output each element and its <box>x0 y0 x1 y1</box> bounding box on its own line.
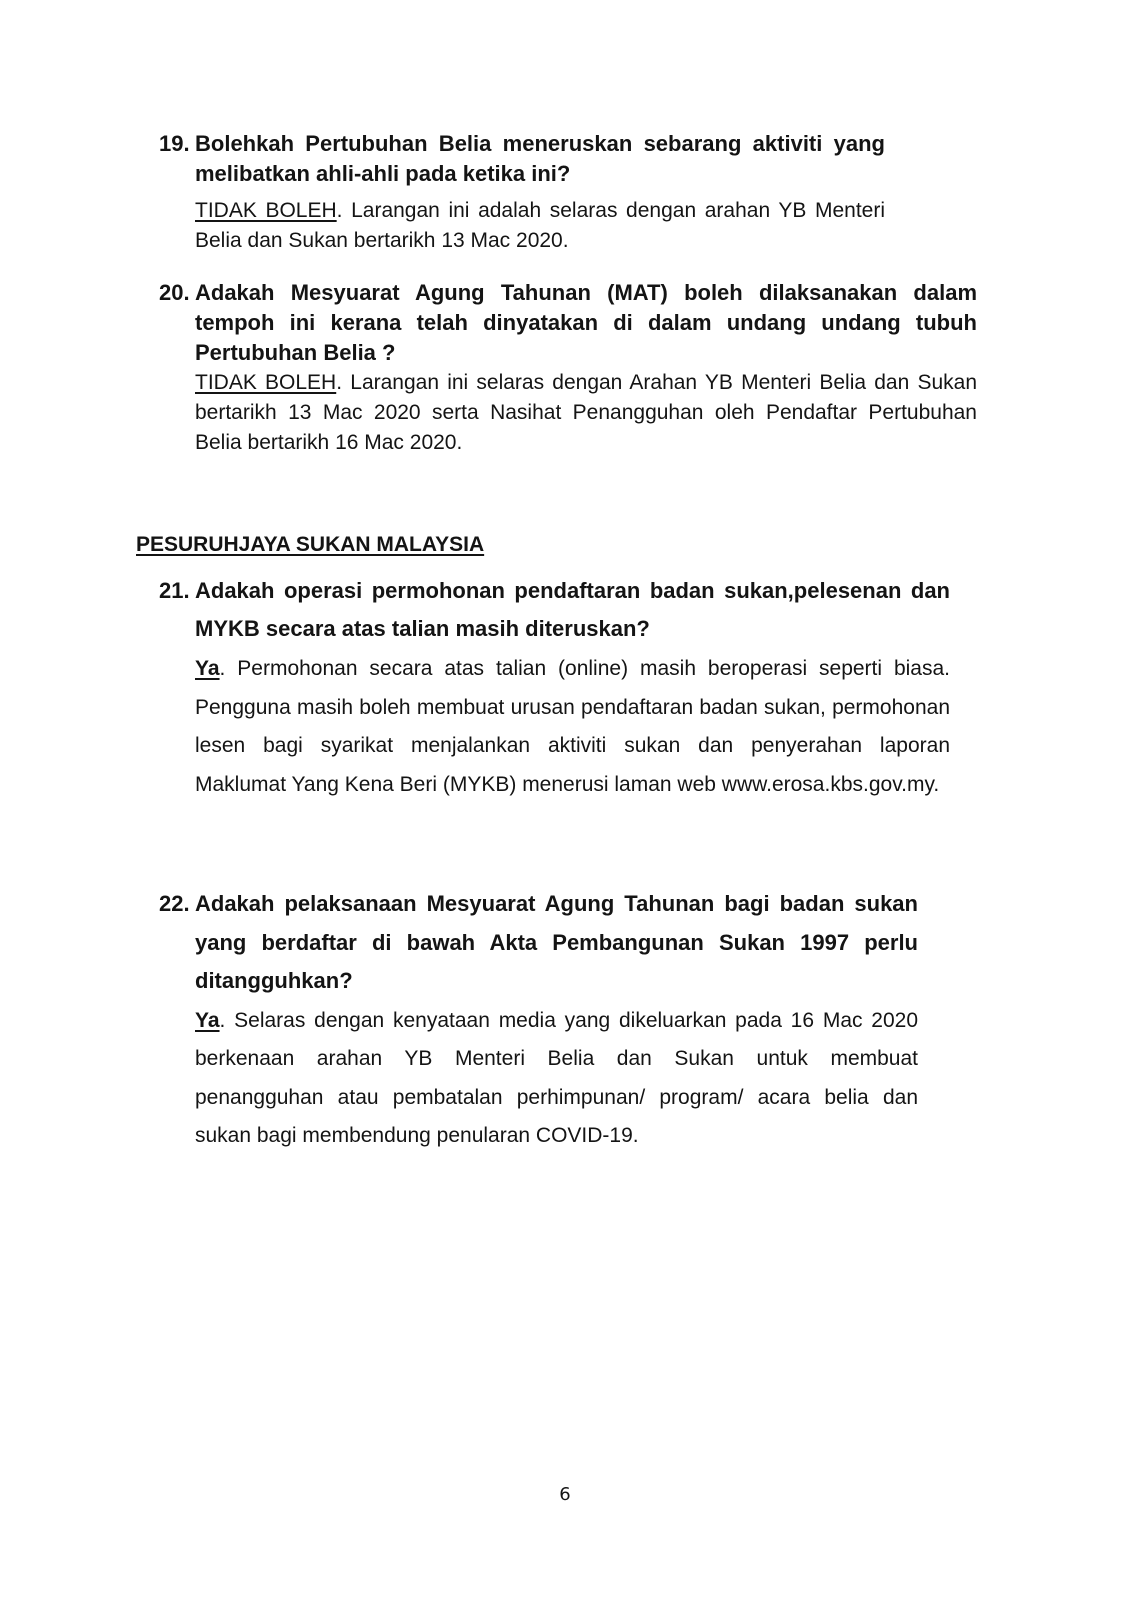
answer-verdict: TIDAK BOLEH <box>195 199 337 222</box>
question-text: Adakah Mesyuarat Agung Tahunan (MAT) boleh dilaksanakan dalam tempoh ini kerana telah dinyatakan di dalam undang undang tubuh Pertubuhan Belia ? <box>195 280 977 365</box>
page-number: 6 <box>559 1484 571 1505</box>
faq-item-19 <box>159 129 885 256</box>
faq-item-21 <box>159 572 950 804</box>
question-number: 19. <box>159 131 190 156</box>
faq-item-22 <box>159 885 918 1156</box>
answer-verdict: Ya <box>195 1008 220 1032</box>
question-number: 21. <box>159 578 190 603</box>
faq-item-20 <box>159 278 978 458</box>
answer-verdict: TIDAK BOLEH <box>195 371 337 394</box>
question-19 <box>159 129 885 189</box>
answer-text: . Permohonan secara atas talian (online) masih beroperasi seperti biasa. Pengguna masih boleh membuat urusan pendaftaran badan sukan, permohonan lesen bagi syarikat menjalankan aktiviti sukan dan penyerahan laporan Maklumat Yang Kena Beri (MYKB) menerusi laman web www.erosa.kbs.gov.my. <box>195 657 950 796</box>
question-21 <box>159 572 950 648</box>
section-heading: PESURUHJAYA SUKAN MALAYSIA <box>136 533 485 556</box>
question-text: Adakah pelaksanaan Mesyuarat Agung Tahunan bagi badan sukan yang berdaftar di bawah Akta Pembangunan Sukan 1997 perlu ditangguhkan? <box>195 891 918 993</box>
answer-20 <box>195 368 977 458</box>
question-number: 22. <box>159 891 190 916</box>
question-text: Bolehkah Pertubuhan Belia meneruskan sebarang aktiviti yang melibatkan ahli-ahli pada ketika ini? <box>195 131 885 186</box>
answer-text: . Larangan ini selaras dengan Arahan YB Menteri Belia dan Sukan bertarikh 13 Mac 2020 serta Nasihat Penangguhan oleh Pendaftar Pertubuhan Belia bertarikh 16 Mac 2020. <box>195 371 978 454</box>
question-20 <box>159 278 977 368</box>
answer-text: . Larangan ini adalah selaras dengan arahan YB Menteri Belia dan Sukan bertarikh 13 Mac 2020. <box>195 199 885 252</box>
answer-21 <box>195 650 950 804</box>
question-text: Adakah operasi permohonan pendaftaran badan sukan,pelesenan dan MYKB secara atas talian masih diteruskan? <box>195 578 950 641</box>
answer-22 <box>195 1002 918 1156</box>
question-22 <box>159 885 918 1001</box>
answer-verdict: Ya <box>195 657 220 680</box>
answer-text: . Selaras dengan kenyataan media yang dikeluarkan pada 16 Mac 2020 berkenaan arahan YB Menteri Belia dan Sukan untuk membuat penangguhan atau pembatalan perhimpunan/ program/ acara belia dan sukan bagi membendung penularan COVID-19. <box>195 1008 918 1147</box>
answer-19 <box>195 196 885 256</box>
question-number: 20. <box>159 280 190 305</box>
